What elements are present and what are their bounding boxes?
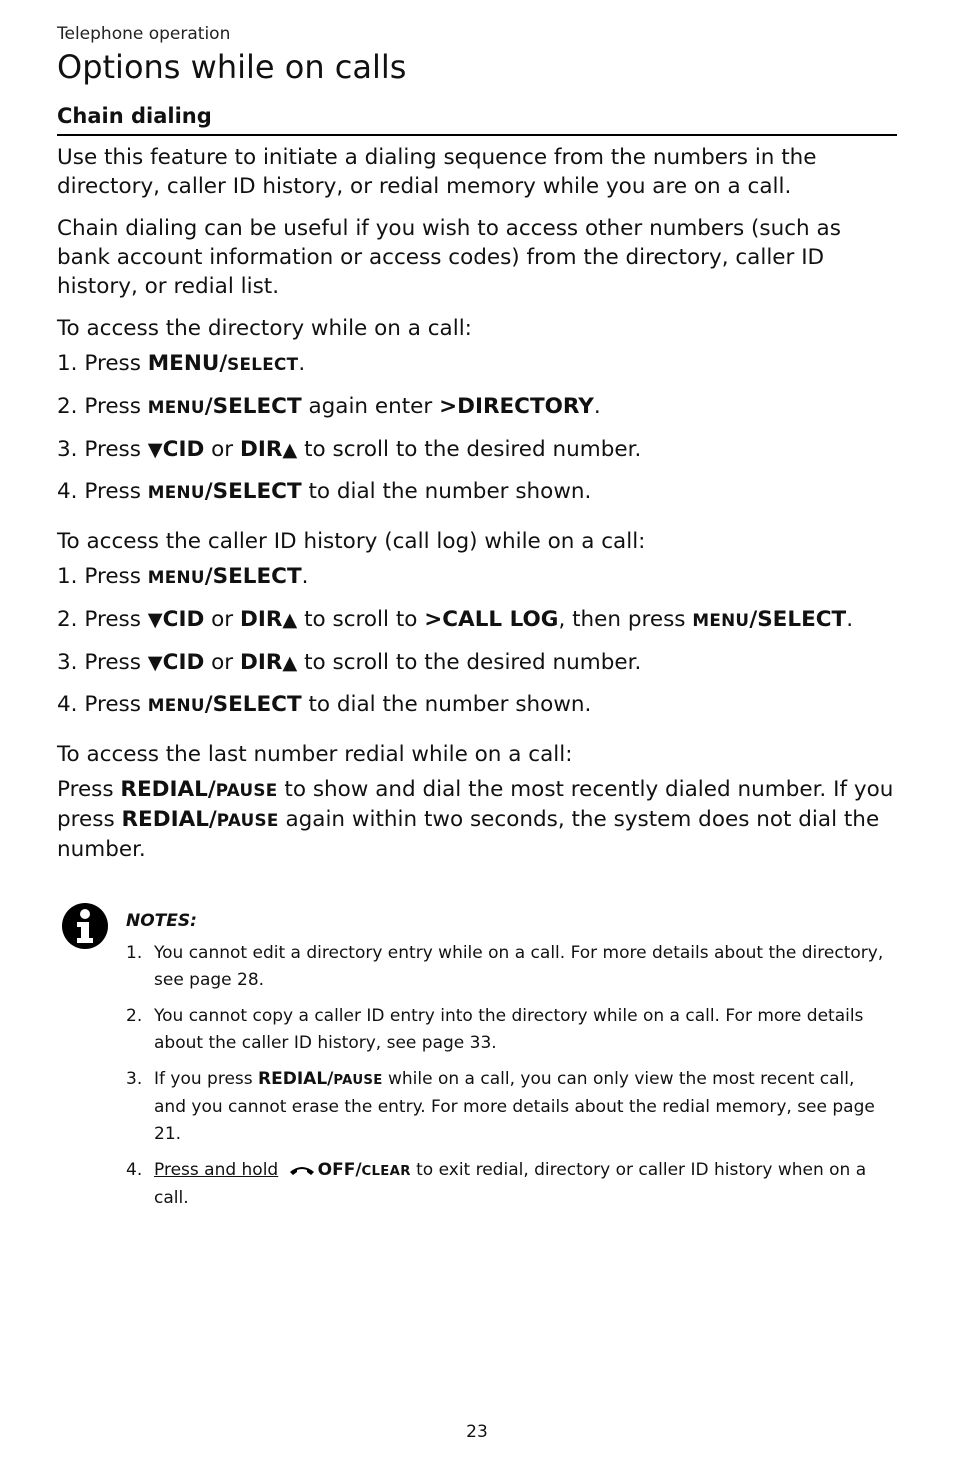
list-item: 3. Press ▼CID or DIR▲ to scroll to the desired number. xyxy=(57,650,642,675)
list-item: 2. Press ▼CID or DIR▲ to scroll to >CALL LOG, then press MENU/SELECT. xyxy=(57,607,854,632)
list-item: 2. You cannot copy a caller ID entry into the directory while on a call. For more details about the caller ID history, see page 33. xyxy=(126,1006,864,1053)
list-item: 3. Press ▼CID or DIR▲ to scroll to the desired number. xyxy=(57,437,642,462)
list-item: 4. Press MENU/SELECT to dial the number shown. xyxy=(57,479,592,504)
notes-list xyxy=(126,940,886,1221)
call-log-steps xyxy=(57,562,897,720)
info-icon xyxy=(61,902,109,950)
notes-title: NOTES: xyxy=(126,911,197,931)
call-log-lead: To access the caller ID history (call log) while on a call: xyxy=(57,529,646,554)
redial-lead: To access the last number redial while on a call: xyxy=(57,742,573,767)
list-item: 4. Press MENU/SELECT to dial the number shown. xyxy=(57,692,592,717)
phone-handset-icon xyxy=(288,1164,316,1176)
intro-paragraph: Use this feature to initiate a dialing sequence from the numbers in the directory, caller ID history, or redial memory while you are on a call. xyxy=(57,145,817,199)
list-item: 1. Press MENU/SELECT. xyxy=(57,564,309,589)
list-item: 4. Press and hold OFF/CLEAR to exit redial, directory or caller ID history when on a call. xyxy=(126,1160,867,1208)
press-and-hold-text: Press and hold xyxy=(154,1160,279,1180)
up-arrow-icon: ▲ xyxy=(282,608,298,631)
down-arrow-icon: ▼ xyxy=(147,438,163,461)
list-item: 1. You cannot edit a directory entry while on a call. For more details about the directory, see page 28. xyxy=(126,943,884,990)
up-arrow-icon: ▲ xyxy=(282,651,298,674)
down-arrow-icon: ▼ xyxy=(147,608,163,631)
body-content xyxy=(57,143,897,877)
list-item: 2. Press MENU/SELECT again enter >DIRECTORY. xyxy=(57,394,601,419)
sub-heading: Chain dialing xyxy=(57,104,897,136)
up-arrow-icon: ▲ xyxy=(282,438,298,461)
intro-paragraph: Chain dialing can be useful if you wish to access other numbers (such as bank account information or access codes) from the directory, caller ID history, or redial list. xyxy=(57,216,841,299)
section-label: Telephone operation xyxy=(57,24,231,44)
page-title: Options while on calls xyxy=(57,48,407,86)
page-number: 23 xyxy=(466,1422,488,1442)
directory-lead: To access the directory while on a call: xyxy=(57,316,472,341)
down-arrow-icon: ▼ xyxy=(147,651,163,674)
directory-steps xyxy=(57,349,897,507)
list-item: 1. Press MENU/SELECT. xyxy=(57,351,306,376)
redial-paragraph: Press REDIAL/PAUSE to show and dial the most recently dialed number. If you press REDIAL/PAUSE again within two seconds, the system does not dial the number. xyxy=(57,777,894,862)
list-item: 3. If you press REDIAL/PAUSE while on a call, you can only view the most recent call, and you cannot erase the entry. For more details about the redial memory, see page 21. xyxy=(126,1069,875,1144)
